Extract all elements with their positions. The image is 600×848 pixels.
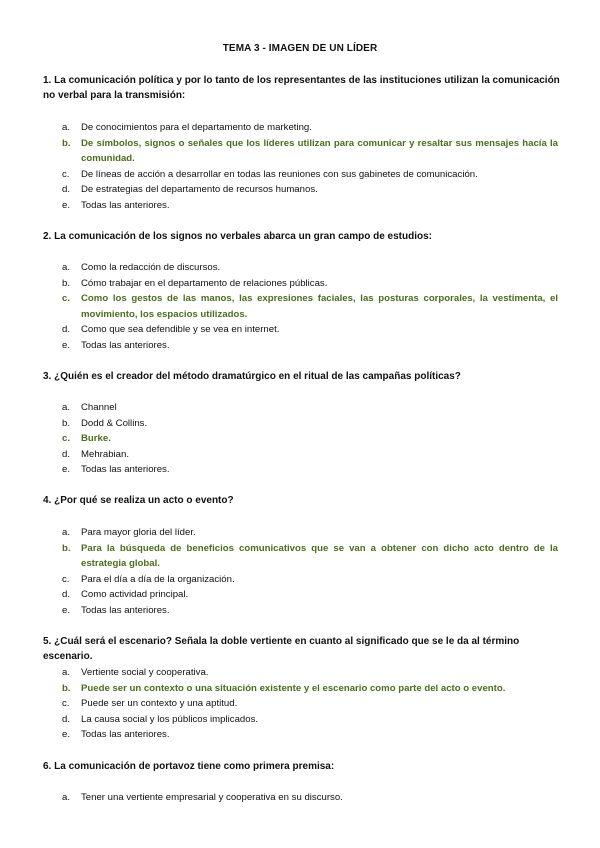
option-text: Todas las anteriores. <box>81 604 170 616</box>
option-text: Burke. <box>81 433 111 444</box>
option-text: Todas las anteriores. <box>81 729 170 740</box>
option-3c <box>62 431 558 447</box>
option-text: Para el día a día de la organización. <box>81 573 235 585</box>
option-letter: e. <box>62 199 71 211</box>
option-text: Como que sea defendible y se vea en internet. <box>81 324 280 335</box>
option-2d <box>62 322 558 338</box>
option-1b <box>62 136 558 167</box>
option-4a <box>62 525 558 541</box>
option-text: De conocimientos para el departamento de marketing. <box>81 122 312 133</box>
option-1c <box>62 167 558 183</box>
option-letter: d. <box>62 184 71 195</box>
option-3b <box>62 416 558 432</box>
option-letter: d. <box>62 589 71 600</box>
option-letter: c. <box>62 433 71 444</box>
option-text: Vertiente social y cooperativa. <box>81 667 209 678</box>
question-4: 4. ¿Por qué se realiza un acto o evento? <box>43 495 234 506</box>
option-4b <box>62 541 558 572</box>
option-2a <box>62 260 558 276</box>
option-letter: c. <box>62 698 70 709</box>
option-letter: b. <box>62 542 71 554</box>
question-5: 5. ¿Cuál será el escenario? Señala la doble vertiente en cuanto al significado que se le da al término escenario. <box>43 636 520 662</box>
option-text: Como actividad principal. <box>81 589 189 600</box>
option-text: Para la búsqueda de beneficios comunicativos que se van a obtener con dicho acto dentro de la estrategia global. <box>81 542 558 569</box>
option-letter: a. <box>62 667 71 678</box>
option-letter: a. <box>62 262 71 273</box>
option-text: Para mayor gloria del líder. <box>81 527 196 538</box>
option-text: Channel <box>81 402 117 413</box>
option-letter: a. <box>62 122 71 133</box>
option-text: De líneas de acción a desarrollar en todas las reuniones con sus gabinetes de comunicación. <box>81 168 478 180</box>
option-letter: e. <box>62 464 71 475</box>
option-letter: d. <box>62 448 71 460</box>
option-letter: a. <box>62 527 71 538</box>
option-text: Mehrabian. <box>81 448 129 460</box>
option-letter: d. <box>62 324 71 335</box>
option-4d <box>62 587 558 603</box>
option-letter: d. <box>62 713 71 725</box>
option-text: Dodd & Collins. <box>81 417 148 429</box>
option-text: De símbolos, signos o señales que los líderes utilizan para comunicar y resaltar sus mensajes hacía la comunidad. <box>81 137 558 164</box>
option-letter: b. <box>62 137 71 149</box>
option-3a <box>62 400 558 416</box>
option-text: Cómo trabajar en el departamento de relaciones públicas. <box>81 277 328 289</box>
option-text: Todas las anteriores. <box>81 339 170 351</box>
option-6a <box>62 790 558 806</box>
option-5b <box>62 681 558 697</box>
option-text: Puede ser un contexto o una situación existente y el escenario como parte del acto o evento. <box>81 682 506 694</box>
option-text: Tener una vertiente empresarial y cooperativa en su discurso. <box>81 792 343 803</box>
question-6-options <box>62 790 558 806</box>
option-letter: e. <box>62 729 71 740</box>
option-letter: c. <box>62 573 70 585</box>
option-text: Puede ser un contexto y una aptitud. <box>81 698 238 709</box>
option-letter: b. <box>62 682 71 694</box>
option-3e <box>62 462 558 478</box>
option-letter: c. <box>62 168 70 180</box>
option-3d <box>62 447 558 463</box>
question-1-options <box>62 120 558 213</box>
question-6: 6. La comunicación de portavoz tiene como primera premisa: <box>43 761 335 772</box>
question-3: 3. ¿Quién es el creador del método dramatúrgico en el ritual de las campañas políticas? <box>43 371 461 382</box>
option-5a <box>62 665 558 681</box>
option-letter: b. <box>62 277 71 289</box>
option-letter: c. <box>62 293 71 304</box>
option-text: La causa social y los públicos implicados. <box>81 713 259 725</box>
question-2: 2. La comunicación de los signos no verbales abarca un gran campo de estudios: <box>43 231 432 242</box>
option-letter: e. <box>62 339 71 351</box>
document-title: TEMA 3 - IMAGEN DE UN LÍDER <box>222 43 378 54</box>
option-letter: a. <box>62 792 71 803</box>
option-letter: a. <box>62 402 71 413</box>
option-letter: e. <box>62 604 71 616</box>
option-text: Como la redacción de discursos. <box>81 262 221 273</box>
option-1d <box>62 182 558 198</box>
option-4e <box>62 603 558 619</box>
question-5-options <box>62 665 558 743</box>
option-2c <box>62 291 558 322</box>
option-5e <box>62 727 558 743</box>
option-text: Todas las anteriores. <box>81 464 170 475</box>
question-1: 1. La comunicación política y por lo tanto de los representantes de las instituciones utilizan la comunicación no verbal para la transmisión: <box>43 75 560 101</box>
option-2e <box>62 338 558 354</box>
option-text: De estrategias del departamento de recursos humanos. <box>81 184 318 195</box>
option-2b <box>62 276 558 292</box>
option-letter: b. <box>62 417 71 429</box>
option-1e <box>62 198 558 214</box>
option-1a <box>62 120 558 136</box>
option-text: Como los gestos de las manos, las expresiones faciales, las posturas corporales, la vestimenta, el movimiento, los espacios utilizados. <box>81 293 558 320</box>
question-3-options <box>62 400 558 478</box>
option-5c <box>62 696 558 712</box>
question-2-options <box>62 260 558 353</box>
option-5d <box>62 712 558 728</box>
option-4c <box>62 572 558 588</box>
question-4-options <box>62 525 558 618</box>
option-text: Todas las anteriores. <box>81 199 170 211</box>
